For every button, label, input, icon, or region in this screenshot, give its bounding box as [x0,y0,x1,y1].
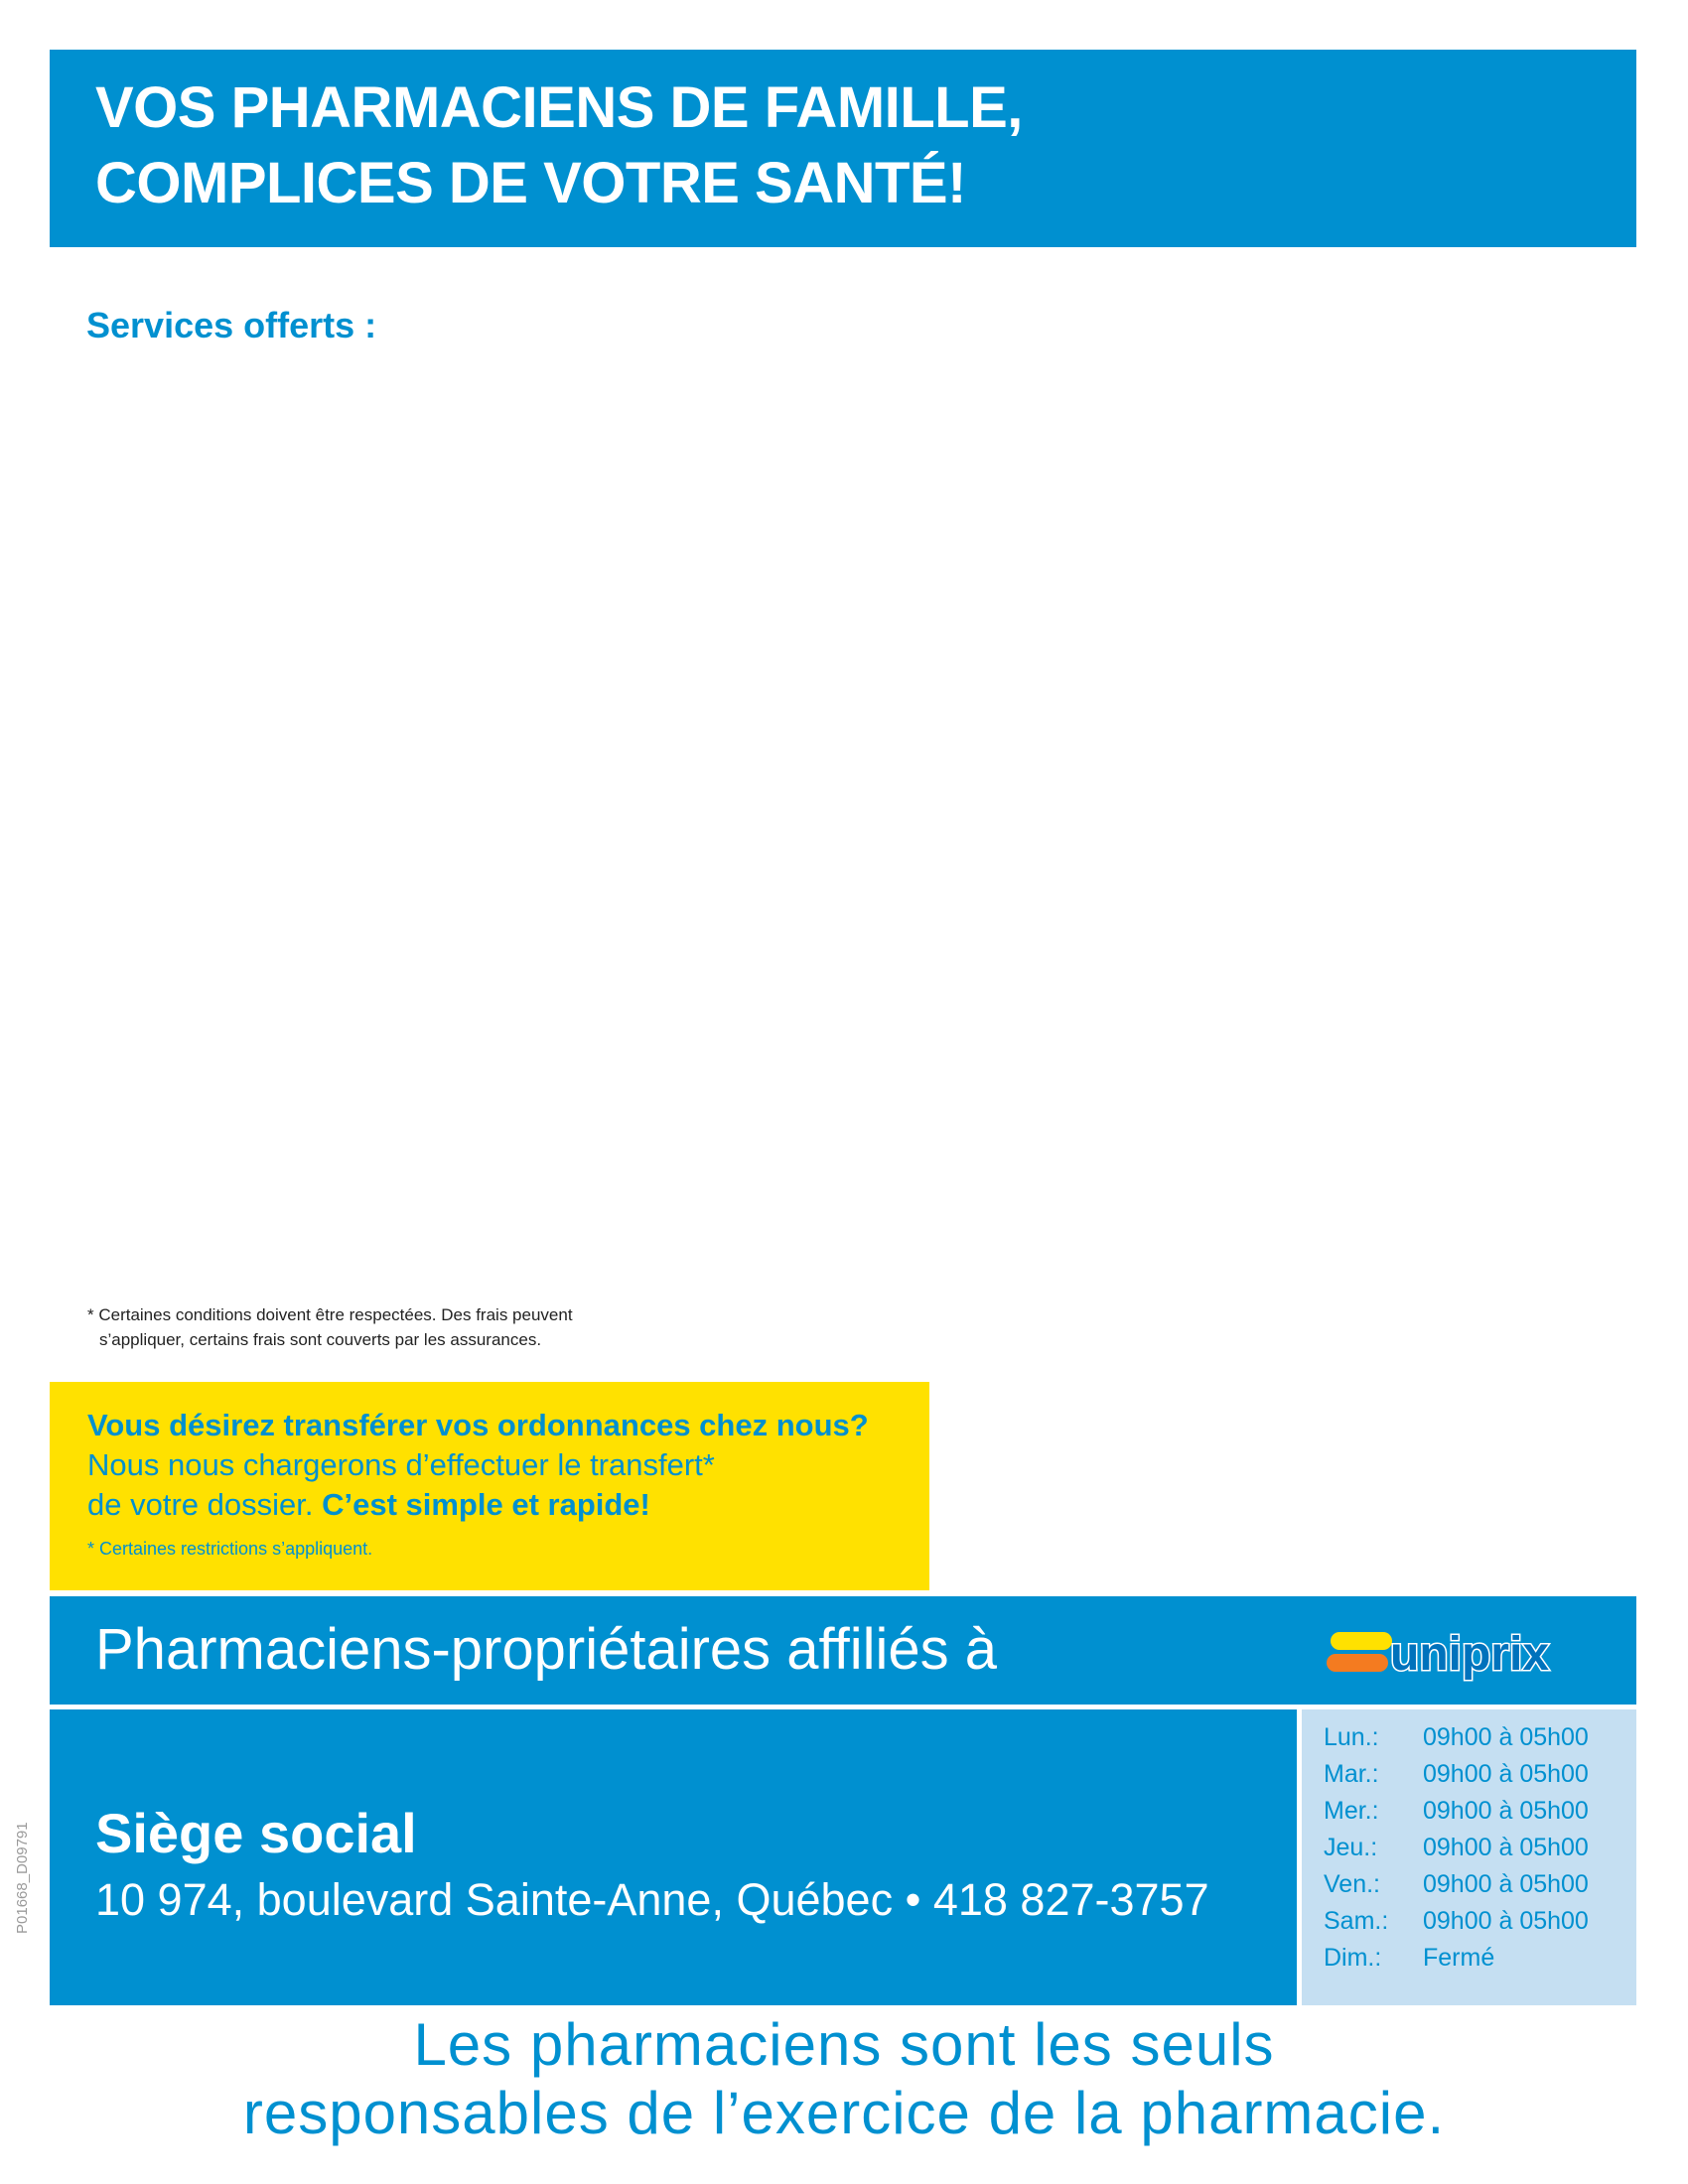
hours-time: 09h00 à 05h00 [1423,1723,1589,1751]
hours-row-wednesday [1324,1797,1589,1826]
hours-day: Ven.: [1324,1870,1380,1898]
transfer-line3-start: de votre dossier. [87,1487,314,1522]
hours-time: 09h00 à 05h00 [1423,1797,1589,1825]
hours-row-sunday [1324,1944,1494,1973]
headquarters-title: Siège social [95,1802,417,1864]
banner-title-line1: VOS PHARMACIENS DE FAMILLE, [95,75,1023,140]
uniprix-logo [1327,1624,1603,1686]
headquarters-address: 10 974, boulevard Sainte-Anne, Québec • 418 827-3757 [95,1874,1209,1925]
hours-time: 09h00 à 05h00 [1423,1760,1589,1788]
hours-time: Fermé [1423,1944,1495,1972]
transfer-line3-emphasis: C’est simple et rapide! [322,1487,650,1522]
headquarters-box [50,1709,1297,2005]
transfer-box [50,1382,929,1590]
banner-title-line2: COMPLICES DE VOTRE SANTÉ! [95,151,966,215]
transfer-line3 [87,1487,650,1523]
affiliation-text: Pharmaciens-propriétaires affiliés à [95,1617,998,1682]
hours-row-thursday [1324,1834,1589,1862]
transfer-question: Vous désirez transférer vos ordonnances chez nous? [87,1408,869,1442]
services-heading: Services offerts : [86,305,377,345]
affiliation-bar [50,1596,1636,1705]
transfer-line2: Nous nous chargerons d’effectuer le transfert* [87,1447,715,1482]
closing-line1: Les pharmaciens sont les seuls [413,2011,1275,2078]
closing-line2: responsables de l’exercice de la pharmacie. [242,2080,1446,2146]
hours-day: Dim.: [1324,1944,1382,1972]
hours-day: Sam.: [1324,1907,1389,1935]
conditions-note-line2: s’appliquer, certains frais sont couverts par les assurances. [99,1330,542,1349]
hours-row-saturday [1324,1907,1589,1936]
top-banner [50,50,1636,247]
hours-day: Mer.: [1324,1797,1379,1825]
hours-day: Jeu.: [1324,1834,1378,1861]
hours-row-friday [1324,1870,1589,1899]
hours-time: 09h00 à 05h00 [1423,1870,1589,1898]
hours-time: 09h00 à 05h00 [1423,1907,1589,1935]
document-code: P01668_D09791 [14,1822,31,1934]
conditions-note-line1: * Certaines conditions doivent être respectées. Des frais peuvent [87,1305,573,1324]
transfer-note: * Certaines restrictions s’appliquent. [87,1539,373,1559]
hours-day: Lun.: [1324,1723,1379,1751]
hours-row-tuesday [1324,1760,1589,1789]
uniprix-logo-text: uniprix [1390,1628,1550,1681]
hours-row-monday [1324,1723,1589,1752]
hours-day: Mar.: [1324,1760,1379,1788]
hours-box [1302,1709,1636,2005]
hours-time: 09h00 à 05h00 [1423,1834,1589,1861]
